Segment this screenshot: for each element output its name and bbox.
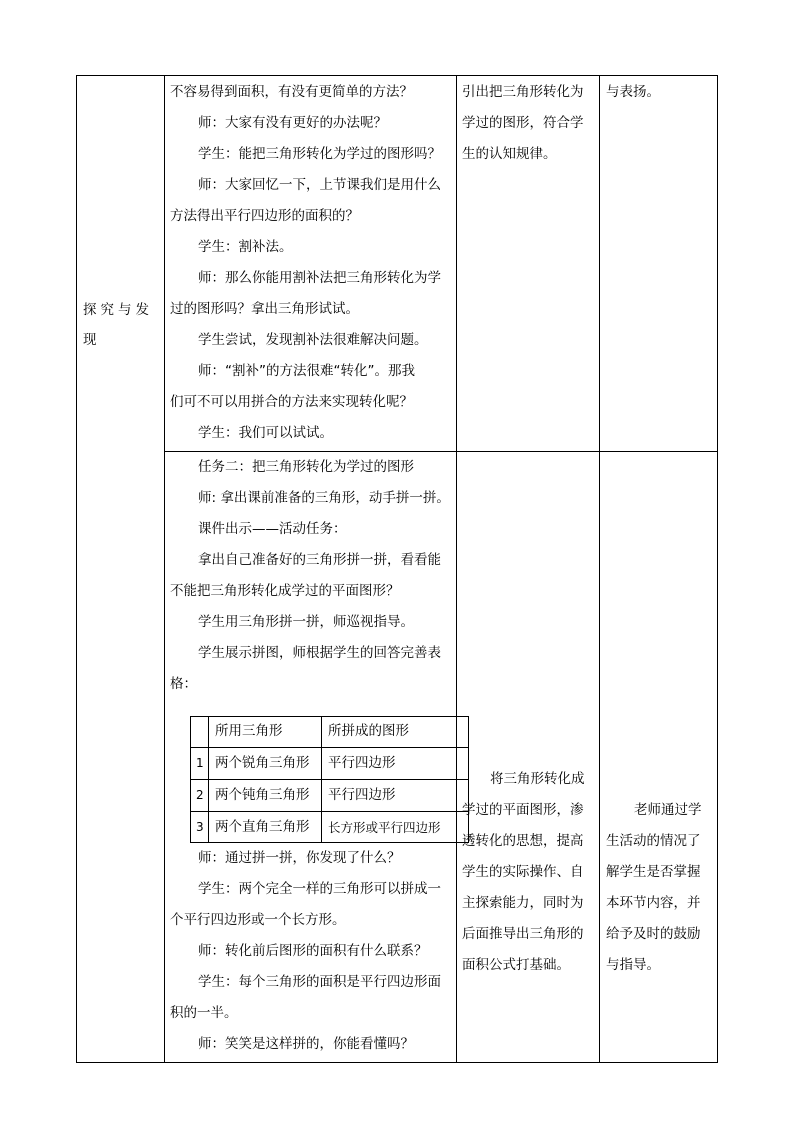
lower-line: 格：	[170, 676, 197, 692]
triangle-table-cell: 两个锐角三角形	[215, 755, 310, 771]
column-divider-1	[164, 75, 165, 1063]
lower-intent-line: 将三角形转化成	[490, 771, 585, 787]
triangle-table-header: 所用三角形	[215, 723, 283, 739]
triangle-table-num: 3	[196, 820, 204, 834]
table-border-bottom	[76, 1062, 718, 1063]
lower-evaluation-line: 给予及时的鼓励	[606, 926, 701, 942]
upper-intent	[462, 77, 596, 170]
lower-evaluation-line: 本环节内容，并	[606, 895, 701, 911]
lower-intent-line: 面积公式打基础。	[462, 957, 570, 973]
triangle-table	[190, 716, 469, 843]
lower-evaluation-line: 老师通过学	[634, 802, 702, 818]
triangle-table-header: 所拼成的图形	[328, 723, 409, 739]
upper-line: 学生：割补法。	[198, 239, 293, 255]
upper-evaluation-line: 与表扬。	[606, 84, 660, 100]
lower-line: 个平行四边形或一个长方形。	[170, 912, 346, 928]
lower-line: 师：笑笑是这样拼的，你能看懂吗？	[198, 1036, 414, 1052]
lower-content-after	[170, 843, 454, 1060]
lower-evaluation-line: 生活动的情况了	[606, 833, 701, 849]
lower-line: 课件出示——活动任务：	[198, 521, 347, 537]
upper-line: 们可不可以用拼合的方法来实现转化呢？	[170, 394, 413, 410]
lower-intent-line: 学生的实际操作、自	[462, 864, 584, 880]
upper-line: 学生：能把三角形转化为学过的图形吗？	[198, 146, 441, 162]
lower-line: 任务二：把三角形转化为学过的图形	[198, 459, 414, 475]
lower-intent-line: 主探索能力，同时为	[462, 895, 584, 911]
upper-line: 不容易得到面积，有没有更简单的方法？	[170, 84, 413, 100]
lower-intent	[462, 764, 596, 981]
upper-intent-line: 引出把三角形转化为	[462, 84, 584, 100]
upper-intent-line: 生的认知规律。	[462, 146, 557, 162]
upper-line: 学生尝试，发现割补法很难解决问题。	[198, 332, 428, 348]
column-divider-2	[456, 75, 457, 1063]
upper-line: 师：大家回忆一下，上节课我们是用什么	[198, 177, 441, 193]
lower-line: 学生展示拼图，师根据学生的回答完善表	[198, 645, 441, 661]
triangle-table-vline	[190, 716, 191, 843]
triangle-table-num: 2	[196, 788, 204, 802]
upper-line: 方法得出平行四边形的面积的？	[170, 208, 359, 224]
upper-evaluation	[606, 77, 714, 108]
triangle-table-vline	[208, 716, 209, 843]
lower-line: 不能把三角形转化成学过的平面图形？	[170, 583, 400, 599]
upper-line: 师：“割补”的方法很难“转化”。那我	[198, 363, 415, 379]
lower-line: 拿出自己准备好的三角形拼一拼，看看能	[198, 552, 441, 568]
triangle-table-cell: 平行四边形	[328, 755, 396, 771]
lower-evaluation	[606, 795, 714, 981]
lower-line: 学生：每个三角形的面积是平行四边形面	[198, 974, 441, 990]
column-divider-3	[599, 75, 600, 1063]
lower-line: 学生：两个完全一样的三角形可以拼成一	[198, 881, 441, 897]
lower-evaluation-line: 解学生是否掌握	[606, 864, 701, 880]
triangle-table-cell: 两个直角三角形	[215, 819, 310, 835]
upper-line: 学生：我们可以试试。	[198, 425, 333, 441]
upper-line: 师：大家有没有更好的办法呢？	[198, 115, 387, 131]
triangle-table-cell: 两个钝角三角形	[215, 787, 310, 803]
lower-evaluation-line: 与指导。	[606, 957, 660, 973]
lower-intent-line: 后面推导出三角形的	[462, 926, 584, 942]
upper-intent-line: 学过的图形，符合学	[462, 115, 584, 131]
triangle-table-cell: 平行四边形	[328, 787, 396, 803]
triangle-table-num: 1	[196, 756, 204, 770]
lower-line: 学生用三角形拼一拼，师巡视指导。	[198, 614, 414, 630]
lower-intent-line: 学过的平面图形，渗	[462, 802, 584, 818]
lower-line: 积的一半。	[170, 1005, 238, 1021]
stage-label: 探究与发现	[83, 302, 153, 348]
triangle-table-vline	[321, 716, 322, 843]
table-border-top	[76, 75, 718, 76]
upper-line: 过的图形吗？拿出三角形试试。	[170, 301, 359, 317]
upper-content	[170, 77, 454, 449]
lower-content-before	[170, 452, 454, 700]
lower-line: 师：转化前后图形的面积有什么联系？	[198, 943, 428, 959]
table-border-right	[717, 75, 718, 1063]
table-border-left	[76, 75, 77, 1063]
lower-intent-line: 透转化的思想，提高	[462, 833, 584, 849]
lower-line: 师：通过拼一拼，你发现了什么？	[198, 850, 401, 866]
upper-line: 师：那么你能用割补法把三角形转化为学	[198, 270, 441, 286]
triangle-table-cell: 长方形或平行四边形	[328, 820, 441, 835]
lower-line: 师: 拿出课前准备的三角形，动手拼一拼。	[198, 490, 450, 506]
